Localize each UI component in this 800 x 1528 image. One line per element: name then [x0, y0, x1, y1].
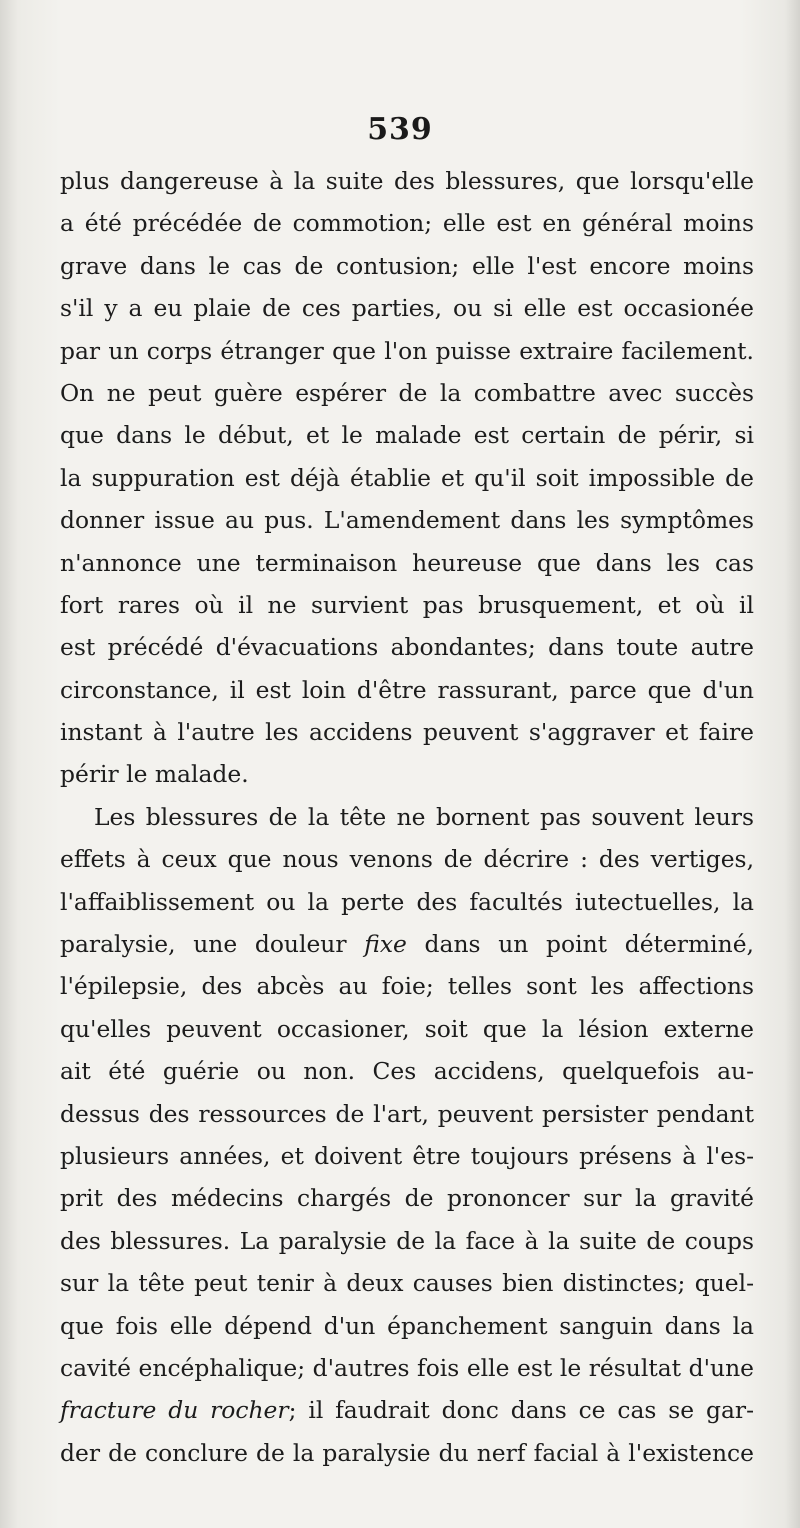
text-line: fort rares où il ne survient pas brusquement, et où il — [60, 590, 754, 619]
text-line: l'affaiblissement ou la perte des facultés iutectuelles, la — [60, 887, 754, 916]
text-line: périr le malade. — [60, 760, 249, 789]
emphasized-text: fixe — [364, 930, 407, 959]
emphasized-text: fracture du rocher — [60, 1396, 289, 1425]
text-line: a été précédée de commotion; elle est en général moins — [60, 209, 754, 238]
text-line: paralysie, une douleur fixe dans un point déterminé, — [60, 930, 754, 959]
text-line: plusieurs années, et doivent être toujours présens à l'es- — [60, 1141, 754, 1170]
body-text — [60, 160, 754, 1474]
text-line: n'annonce une terminaison heureuse que dans les cas — [60, 548, 754, 577]
page-number: 539 — [367, 112, 433, 147]
text-line: circonstance, il est loin d'être rassurant, parce que d'un — [60, 675, 754, 704]
text-line: ait été guérie ou non. Ces accidens, quelquefois au- — [60, 1057, 754, 1086]
paragraph-1 — [60, 160, 754, 796]
text-line: der de conclure de la paralysie du nerf facial à l'existence — [60, 1438, 754, 1467]
text-line: que dans le début, et le malade est certain de périr, si — [60, 421, 754, 450]
text-line: plus dangereuse à la suite des blessures, que lorsqu'elle — [60, 167, 754, 195]
text-line: par un corps étranger que l'on puisse extraire facilement. — [60, 336, 754, 365]
text-line: est précédé d'évacuations abondantes; dans toute autre — [60, 633, 754, 662]
text-line: effets à ceux que nous venons de décrire : des vertiges, — [60, 845, 754, 874]
text-line: sur la tête peut tenir à deux causes bien distinctes; quel- — [60, 1269, 754, 1298]
text-line: donner issue au pus. L'amendement dans les symptômes — [60, 506, 754, 535]
text-line: la suppuration est déjà établie et qu'il soit impossible de — [60, 463, 754, 492]
text-line: qu'elles peuvent occasioner, soit que la lésion externe — [60, 1014, 754, 1043]
text-line: On ne peut guère espérer de la combattre avec succès — [60, 378, 754, 407]
text-line: grave dans le cas de contusion; elle l'est encore moins — [60, 251, 754, 280]
text-line: cavité encéphalique; d'autres fois elle est le résultat d'une — [60, 1353, 754, 1382]
paragraph-2 — [60, 796, 754, 1474]
text-line: des blessures. La paralysie de la face à la suite de coups — [60, 1226, 754, 1255]
text-line: prit des médecins chargés de prononcer sur la gravité — [60, 1184, 754, 1213]
text-line: que fois elle dépend d'un épanchement sanguin dans la — [60, 1311, 754, 1340]
text-line: instant à l'autre les accidens peuvent s'aggraver et faire — [60, 718, 754, 747]
text-line: s'il y a eu plaie de ces parties, ou si elle est occasionée — [60, 294, 754, 323]
text-line: dessus des ressources de l'art, peuvent persister pendant — [60, 1099, 754, 1128]
text-line: fracture du rocher; il faudrait donc dans ce cas se gar- — [60, 1396, 755, 1425]
text-line: Les blessures de la tête ne bornent pas souvent leurs — [94, 802, 754, 831]
text-line: l'épilepsie, des abcès au foie; telles sont les affections — [60, 972, 754, 1001]
